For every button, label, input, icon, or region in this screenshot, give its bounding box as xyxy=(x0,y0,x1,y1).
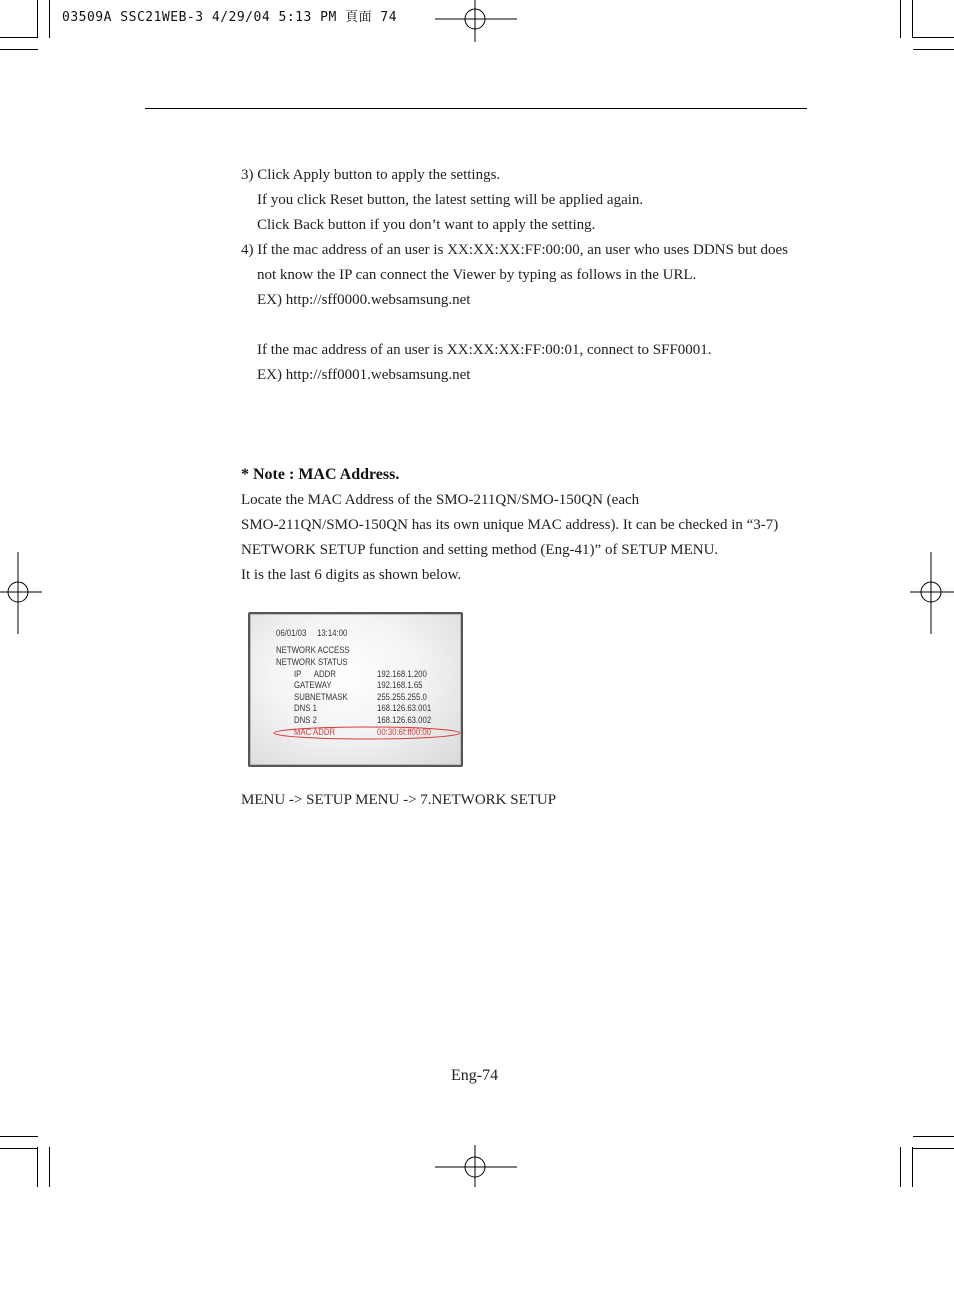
crop-mark-bottom-right-3 xyxy=(913,1136,954,1137)
osd-value-dns2: 168.126.63.002 xyxy=(377,715,432,726)
step-3-line: 3) Click Apply button to apply the settings. xyxy=(241,167,501,183)
crop-mark-bottom-right-2 xyxy=(912,1147,913,1187)
osd-date: 06/01/03 xyxy=(276,628,307,639)
osd-value-subnetmask: 255.255.255.0 xyxy=(377,692,427,703)
osd-heading-network-status: NETWORK STATUS xyxy=(276,657,348,668)
osd-label-dns1: DNS 1 xyxy=(294,703,317,714)
example-url-2: EX) http://sff0001.websamsung.net xyxy=(257,367,471,383)
crop-mark-top-right-4 xyxy=(913,49,954,50)
crop-mark-top-right-3 xyxy=(913,37,954,38)
osd-value-dns1: 168.126.63.001 xyxy=(377,703,432,714)
note-line: SMO-211QN/SMO-150QN has its own unique MAC address). It can be checked in “3-7) xyxy=(241,517,779,533)
osd-label-mac-addr: MAC ADDR xyxy=(294,727,336,738)
step-4-second-case: If the mac address of an user is XX:XX:XX:FF:00:01, connect to SFF0001. xyxy=(257,342,712,358)
network-status-screen xyxy=(248,612,463,767)
note-line: Locate the MAC Address of the SMO-211QN/SMO-150QN (each xyxy=(241,492,640,508)
osd-value-gateway: 192.168.1.65 xyxy=(377,680,423,691)
osd-label-ip: IP ADDR xyxy=(294,669,336,680)
page-number: Eng-74 xyxy=(451,1067,499,1084)
crop-mark-top-left-2 xyxy=(49,0,50,38)
note-line: NETWORK SETUP function and setting method (Eng-41)” of SETUP MENU. xyxy=(241,542,719,558)
header-rule xyxy=(145,108,807,109)
osd-time: 13:14:00 xyxy=(317,628,348,639)
note-line: It is the last 6 digits as shown below. xyxy=(241,567,462,583)
crop-mark-bottom-right-4 xyxy=(913,1148,954,1149)
note-title: * Note : MAC Address. xyxy=(241,466,400,483)
crop-mark-bottom-left-4 xyxy=(0,1148,38,1149)
osd-value-ip: 192.168.1.200 xyxy=(377,669,427,680)
crop-mark-top-left-3 xyxy=(0,37,38,38)
crop-mark-bottom-right xyxy=(900,1147,901,1187)
example-url-1: EX) http://sff0000.websamsung.net xyxy=(257,292,471,308)
print-header: 03509A SSC21WEB-3 4/29/04 5:13 PM 頁面 74 xyxy=(62,10,398,25)
osd-label-gateway: GATEWAY xyxy=(294,680,332,691)
crop-mark-top-right xyxy=(900,0,901,38)
step-4-line: 4) If the mac address of an user is XX:XX:XX:FF:00:00, an user who uses DDNS but does xyxy=(241,242,789,258)
step-3-reset-line: If you click Reset button, the latest setting will be applied again. xyxy=(257,192,644,208)
step-4-continuation: not know the IP can connect the Viewer by typing as follows in the URL. xyxy=(257,267,697,283)
step-3-back-line: Click Back button if you don’t want to apply the setting. xyxy=(257,217,596,233)
osd-value-mac-addr: 00:30:6f:ff00:00 xyxy=(377,727,432,738)
menu-path: MENU -> SETUP MENU -> 7.NETWORK SETUP xyxy=(241,792,557,808)
osd-label-subnetmask: SUBNETMASK xyxy=(294,692,348,703)
registration-mark-right xyxy=(910,552,954,634)
crop-mark-bottom-left xyxy=(37,1147,38,1187)
crop-mark-top-left xyxy=(37,0,38,38)
registration-mark-left xyxy=(0,552,42,634)
osd-heading-network-access: NETWORK ACCESS xyxy=(276,645,350,656)
crop-mark-top-right-2 xyxy=(912,0,913,38)
mac-address-highlight-ellipse xyxy=(272,725,462,741)
osd-label-dns2: DNS 2 xyxy=(294,715,317,726)
registration-mark-bottom xyxy=(435,1145,517,1187)
crop-mark-bottom-left-2 xyxy=(49,1147,50,1187)
crop-mark-bottom-left-3 xyxy=(0,1136,38,1137)
crop-mark-top-left-4 xyxy=(0,49,38,50)
registration-mark-top xyxy=(435,0,517,42)
